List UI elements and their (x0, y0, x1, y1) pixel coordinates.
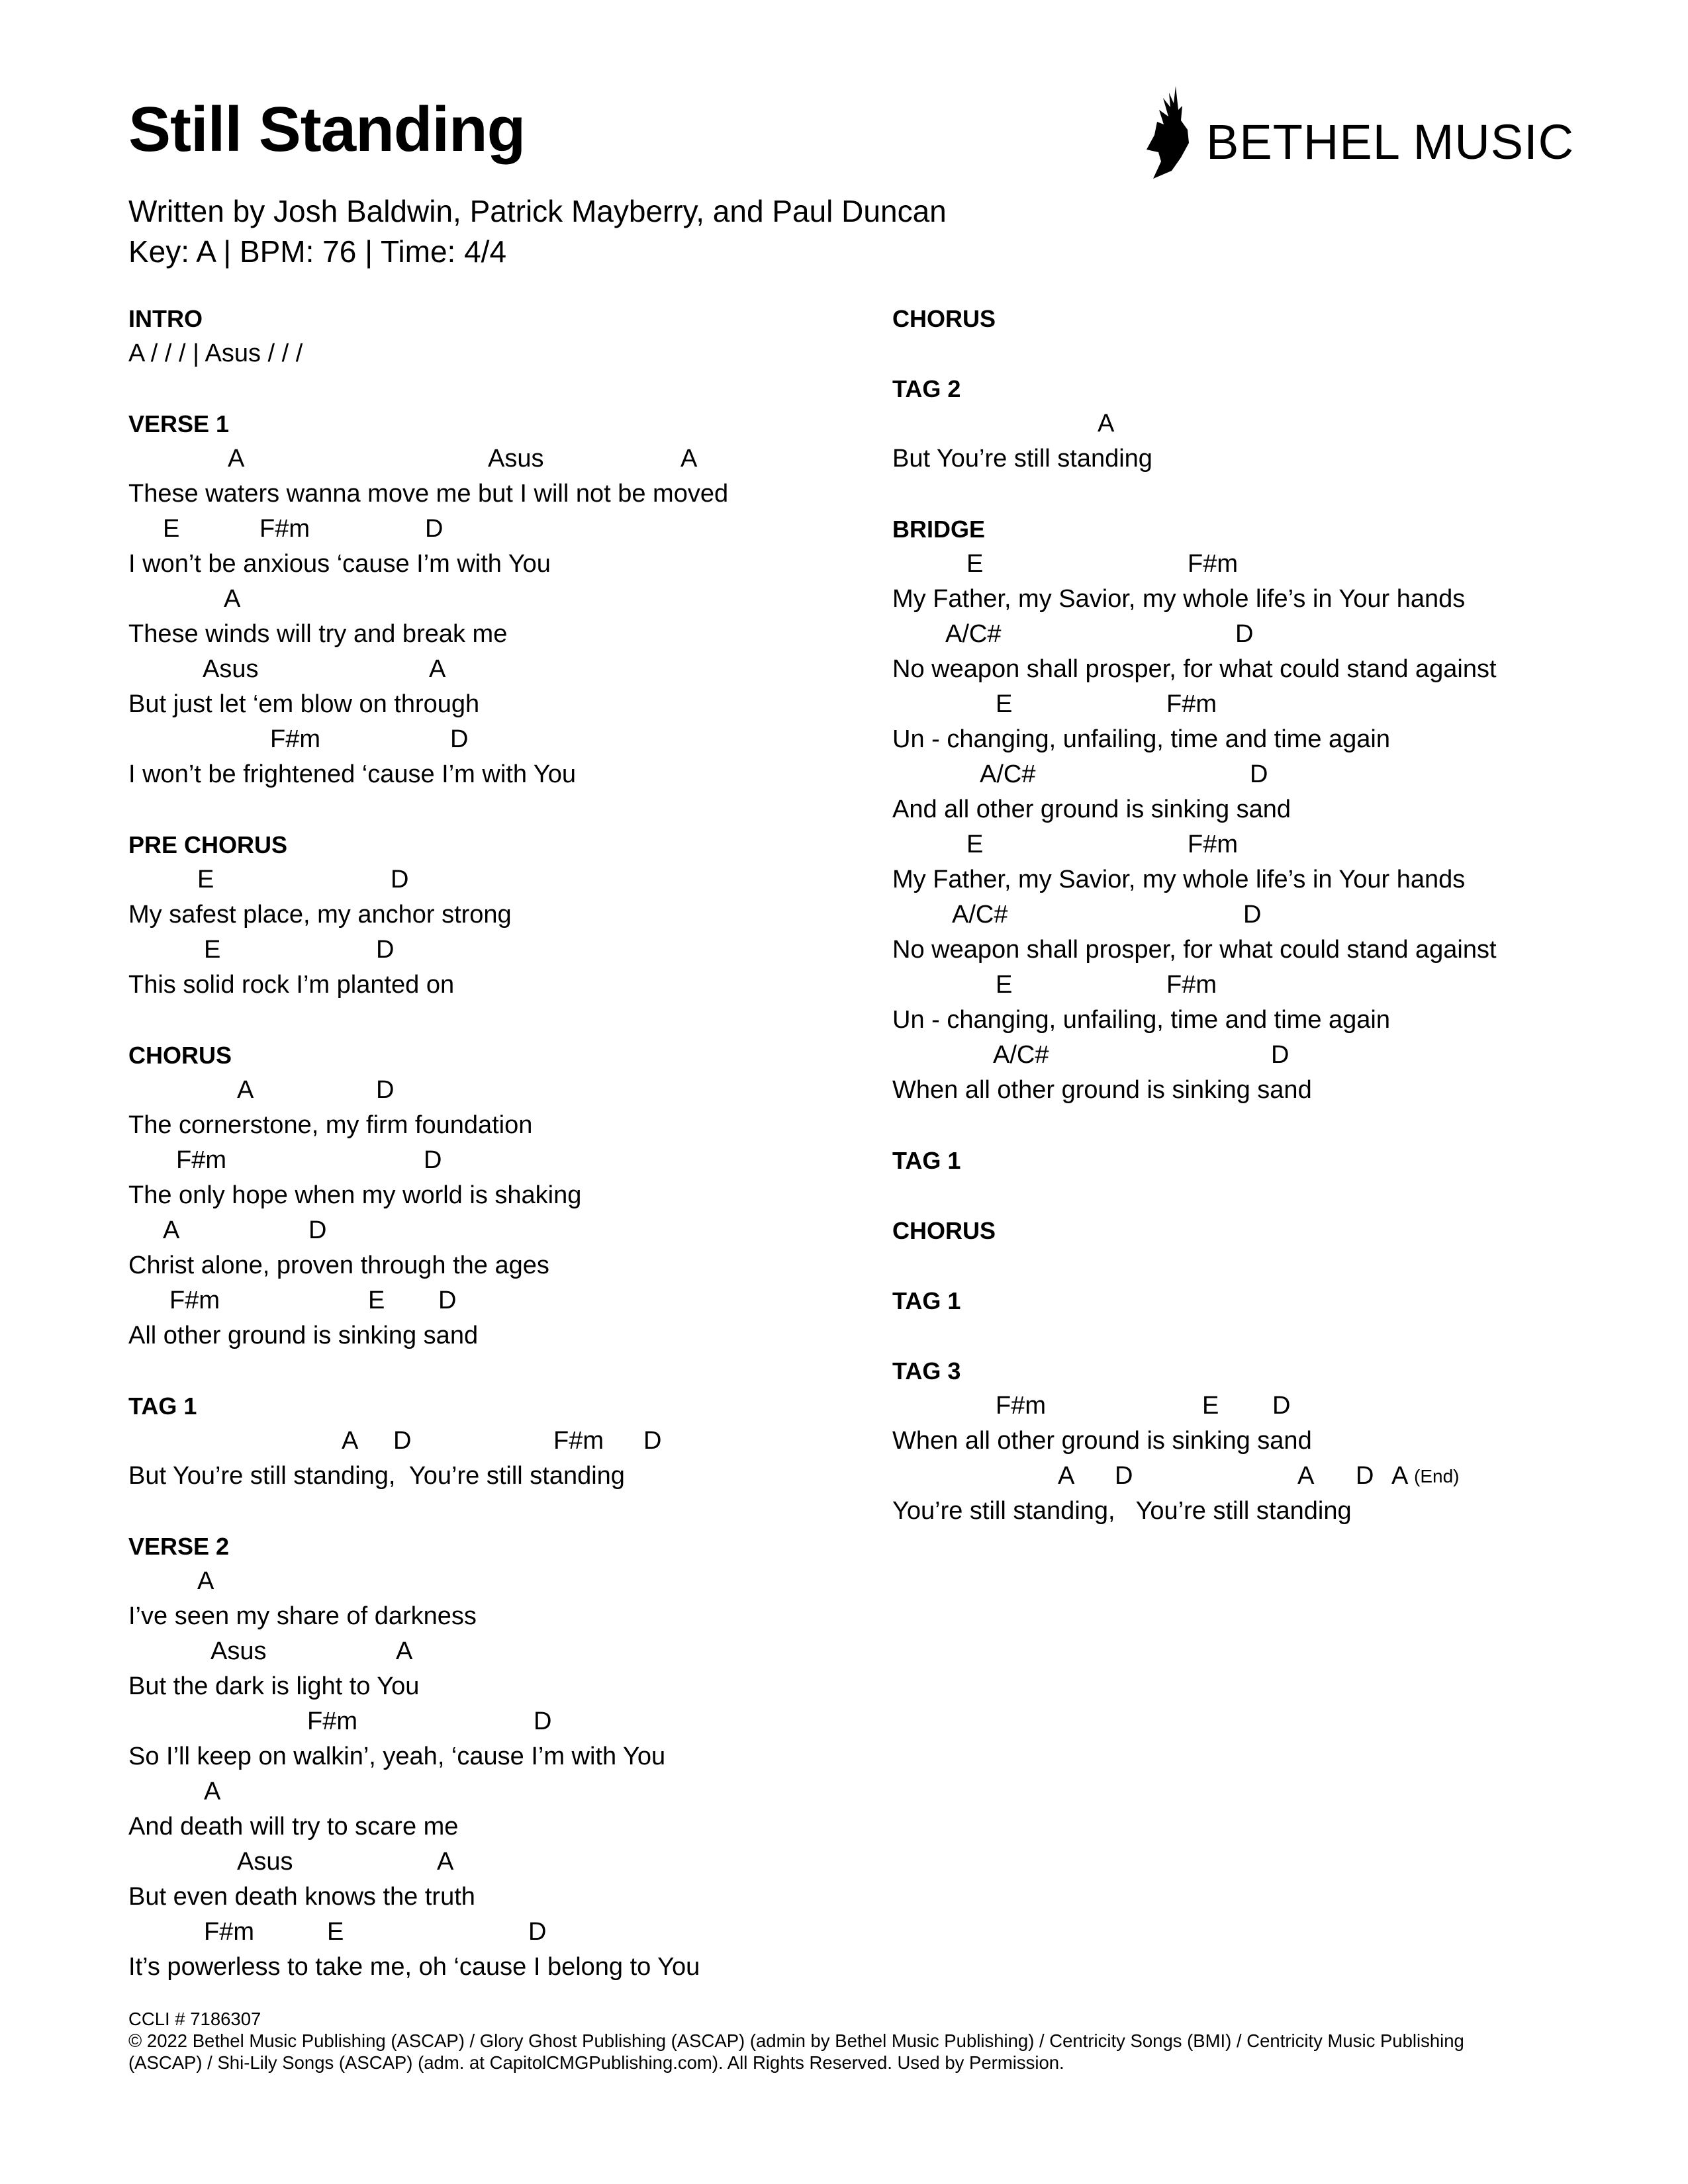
chord-line (128, 1774, 863, 1809)
section-title: TAG 2 (892, 375, 961, 402)
lyric-line: Un - changing, unfailing, time and time again (892, 725, 1391, 753)
bethel-music-logo (1141, 83, 1575, 183)
lyric-line: So I’ll keep on walkin’, yeah, ‘cause I’m with You (128, 1743, 666, 1770)
chord: A (237, 1076, 254, 1104)
section-bridge (892, 512, 1627, 1108)
left-column (128, 301, 863, 2020)
section-chorus-repeat (892, 301, 1627, 336)
chord: D (393, 1427, 412, 1455)
lyric-line: My Father, my Savior, my whole life’s in Your hands (892, 866, 1466, 893)
chord: F#m (169, 1287, 220, 1314)
chord: A (429, 655, 446, 683)
chord: E (966, 831, 984, 858)
chord: D (1271, 1041, 1289, 1069)
section-title: INTRO (128, 305, 203, 332)
chord: D (424, 1146, 442, 1174)
lyric-line: The only hope when my world is shaking (128, 1181, 582, 1209)
chord-line (128, 1634, 863, 1669)
chord: E (327, 1918, 344, 1946)
chord-line (892, 1388, 1627, 1424)
lyric-line: But You’re still standing (892, 445, 1152, 473)
section-tag-1-repeat-2 (892, 1283, 1627, 1318)
section-title: TAG 1 (128, 1392, 197, 1420)
chord-line (128, 582, 863, 617)
chord-line (128, 512, 863, 547)
chord-line (128, 1143, 863, 1178)
chord: E (204, 936, 221, 964)
lyric-line: When all other ground is sinking sand (892, 1427, 1312, 1455)
section-verse-1 (128, 406, 863, 792)
section-tag-2 (892, 371, 1627, 477)
chord: F#m (204, 1918, 254, 1946)
section-title: CHORUS (892, 305, 996, 332)
lyric-line: This solid rock I’m planted on (128, 971, 455, 999)
chord: F#m (1188, 831, 1238, 858)
chord: A (437, 1848, 454, 1876)
section-title: CHORUS (128, 1042, 232, 1069)
chord: D (376, 1076, 395, 1104)
chord-line (128, 1283, 863, 1318)
lyric-line: It’s powerless to take me, oh ‘cause I belong to You (128, 1953, 700, 1981)
chord: D (450, 725, 469, 753)
chord: F#m (553, 1427, 604, 1455)
chord: Asus (203, 655, 259, 683)
section-title: PRE CHORUS (128, 831, 288, 858)
chord: A (1391, 1462, 1409, 1490)
chord: A (197, 1567, 214, 1595)
chord-line (892, 757, 1627, 792)
section-title: BRIDGE (892, 516, 986, 543)
section-chorus-repeat-2 (892, 1213, 1627, 1248)
lyric-line: Christ alone, proven through the ages (128, 1251, 549, 1279)
lyric-line: But the dark is light to You (128, 1672, 420, 1700)
chord: D (308, 1216, 327, 1244)
chord: D (534, 1707, 552, 1735)
section-tag-3 (892, 1353, 1627, 1529)
chord: E (368, 1287, 385, 1314)
chord: A (1058, 1462, 1075, 1490)
chord-line (128, 1213, 863, 1248)
chord: Asus (237, 1848, 293, 1876)
chord-line (128, 1844, 863, 1880)
section-pre-chorus (128, 827, 863, 1003)
chord: A (204, 1778, 221, 1805)
chord: D (1243, 901, 1262, 929)
logo-wordmark: BETHEL MUSIC (1206, 114, 1575, 169)
chord: E (996, 971, 1013, 999)
chord: A/C# (945, 620, 1002, 648)
chord-line (128, 933, 863, 968)
lyric-line: The cornerstone, my firm foundation (128, 1111, 533, 1139)
song-title: Still Standing (128, 94, 526, 165)
chord-line (128, 1915, 863, 1950)
section-title: TAG 1 (892, 1147, 961, 1174)
chord: E (996, 690, 1013, 718)
chord: F#m (259, 515, 310, 543)
section-title: CHORUS (892, 1217, 996, 1244)
song-key-bpm-time: Key: A | BPM: 76 | Time: 4/4 (128, 234, 507, 269)
chord-line (128, 1564, 863, 1599)
chord-line (892, 617, 1627, 652)
section-title: TAG 3 (892, 1357, 961, 1385)
chord: F#m (307, 1707, 357, 1735)
lyric-line: And all other ground is sinking sand (892, 796, 1291, 823)
lyric-line: No weapon shall prosper, for what could stand against (892, 936, 1497, 964)
chord: F#m (1166, 690, 1217, 718)
songwriters: Written by Josh Baldwin, Patrick Mayberry, and Paul Duncan (128, 194, 947, 228)
chord: E (197, 866, 214, 893)
chord: Asus (488, 445, 544, 473)
section-title: VERSE 1 (128, 410, 230, 437)
section-title: TAG 1 (892, 1287, 961, 1314)
lyric-line: I won’t be anxious ‘cause I’m with You (128, 550, 551, 578)
chord: F#m (270, 725, 320, 753)
lyric-line: I’ve seen my share of darkness (128, 1602, 477, 1630)
chord: D (1115, 1462, 1133, 1490)
chord-line (128, 1704, 863, 1739)
chord: D (643, 1427, 662, 1455)
chord: A (396, 1637, 413, 1665)
section-chorus (128, 1038, 863, 1353)
chord-line (892, 687, 1627, 722)
chord-line (892, 1038, 1627, 1073)
chord: A (163, 1216, 180, 1244)
section-tag-1-repeat (892, 1143, 1627, 1178)
chord: A (680, 445, 698, 473)
chord: D (1272, 1392, 1291, 1420)
chord-line (128, 722, 863, 757)
lyric-line: But just let ‘em blow on through (128, 690, 480, 718)
chord: D (376, 936, 395, 964)
lyric-line: No weapon shall prosper, for what could stand against (892, 655, 1497, 683)
chord: D (438, 1287, 457, 1314)
lyric-line: My safest place, my anchor strong (128, 901, 512, 929)
right-column (892, 301, 1627, 1564)
section-verse-2 (128, 1529, 863, 1985)
section-title: VERSE 2 (128, 1533, 230, 1560)
chord: F#m (996, 1392, 1046, 1420)
lyric-line: You’re still standing, You’re still standing (892, 1497, 1352, 1525)
chord: A/C# (952, 901, 1008, 929)
copyright-line: (ASCAP) / Shi-Lily Songs (ASCAP) (adm. at CapitolCMGPublishing.com). All Rights Reserved. Used by Permission. (128, 2052, 1064, 2073)
chord: E (1202, 1392, 1219, 1420)
chord-line (892, 897, 1627, 933)
chord-line (892, 827, 1627, 862)
deer-head-icon (1141, 83, 1201, 183)
chord: D (528, 1918, 547, 1946)
copyright-line: © 2022 Bethel Music Publishing (ASCAP) / Glory Ghost Publishing (ASCAP) (admin by Bethel Music Publishing) / Centricity Songs (BMI) / Centricity Music Publishing (128, 2030, 1464, 2051)
ccli-number: CCLI # 7186307 (128, 2009, 261, 2029)
lyric-line: And death will try to scare me (128, 1813, 459, 1841)
lyric-line: My Father, my Savior, my whole life’s in Your hands (892, 585, 1466, 613)
chord: F#m (176, 1146, 226, 1174)
chord: F#m (1166, 971, 1217, 999)
lyric-line: But You’re still standing, You’re still standing (128, 1462, 625, 1490)
chord-line (128, 1073, 863, 1108)
lyric-line: But even death knows the truth (128, 1883, 475, 1911)
lyric-line: These winds will try and break me (128, 620, 508, 648)
chord: F#m (1188, 550, 1238, 578)
chord: A (228, 445, 245, 473)
chord-line (892, 406, 1627, 441)
chord: A (342, 1427, 359, 1455)
chord-line (128, 1424, 863, 1459)
chord: E (163, 515, 180, 543)
chord-line (892, 968, 1627, 1003)
chord: A/C# (980, 760, 1036, 788)
chord: A (1297, 1462, 1315, 1490)
chord: E (966, 550, 984, 578)
chord-line (892, 547, 1627, 582)
chord-line (892, 1459, 1627, 1494)
lyric-line: Un - changing, unfailing, time and time again (892, 1006, 1391, 1034)
chord: A/C# (993, 1041, 1049, 1069)
end-marker: (End) (1414, 1466, 1460, 1486)
chord: D (391, 866, 409, 893)
section-tag-1 (128, 1388, 863, 1494)
chord-line (128, 652, 863, 687)
chord: Asus (211, 1637, 267, 1665)
chord: D (1356, 1462, 1374, 1490)
lyric-line: These waters wanna move me but I will not be moved (128, 480, 729, 508)
lyric-line: I won’t be frightened ‘cause I’m with You (128, 760, 576, 788)
copyright-footer (128, 2008, 1558, 2073)
chord-line (128, 441, 863, 477)
chord: A (1098, 410, 1115, 437)
chord: D (1235, 620, 1254, 648)
intro-chord-progression: A / / / | Asus / / / (128, 340, 303, 367)
chord: D (425, 515, 444, 543)
chord-line (128, 862, 863, 897)
section-intro (128, 301, 863, 371)
chord: D (1250, 760, 1268, 788)
lyric-line: All other ground is sinking sand (128, 1322, 479, 1349)
lyric-line: When all other ground is sinking sand (892, 1076, 1312, 1104)
chord: A (224, 585, 241, 613)
